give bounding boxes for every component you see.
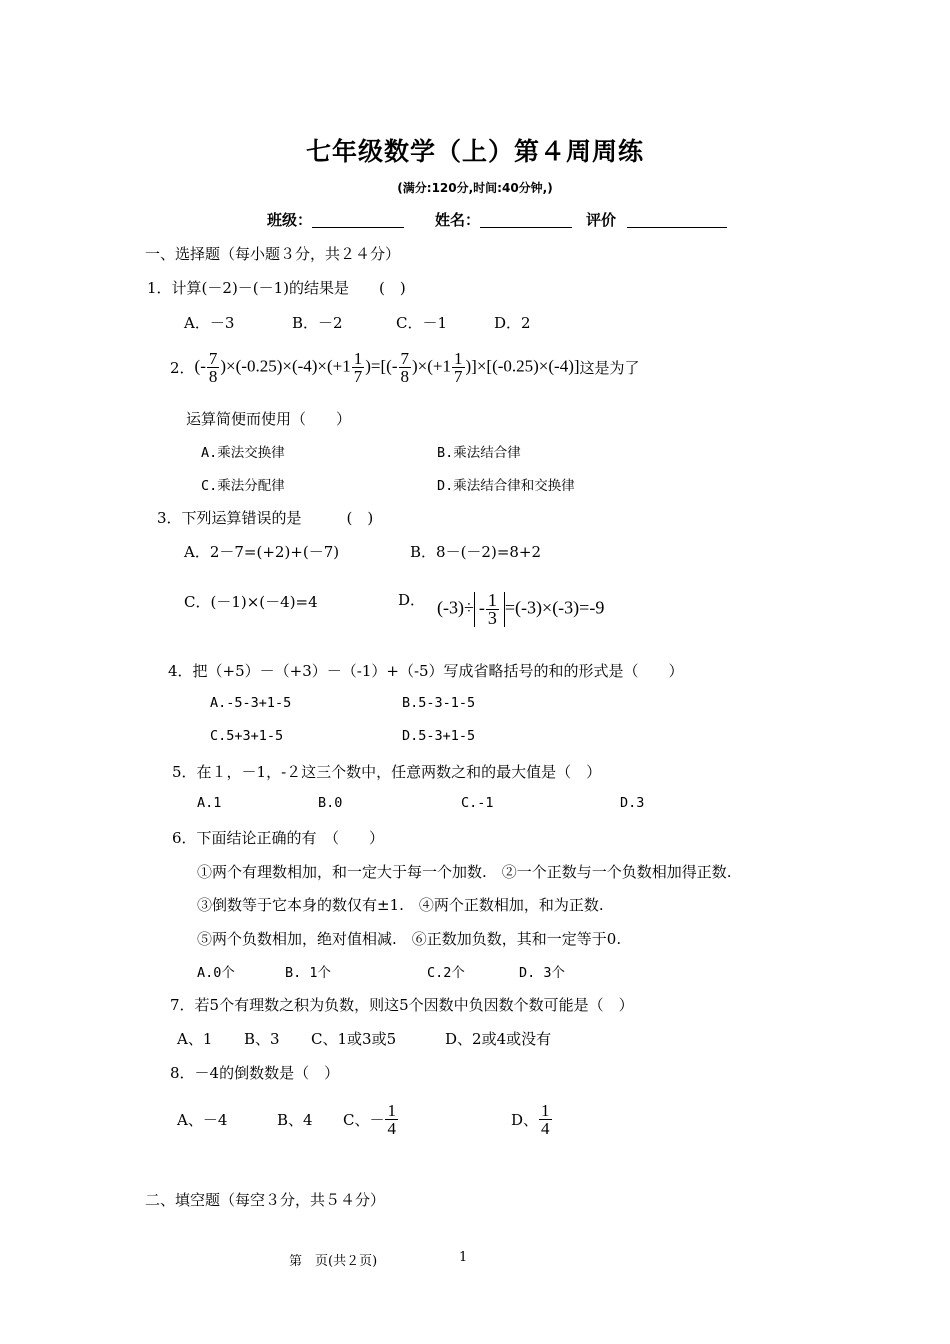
- name-field: [435, 209, 572, 230]
- q8-option-c-label: C、－: [343, 1110, 385, 1129]
- q1-option-a: A．－3: [184, 314, 235, 332]
- q6-option-c: C.2个: [427, 965, 465, 981]
- q3-d-frac-num: 1: [487, 589, 497, 610]
- q3-d-right: =(-3)×(-3)=-9: [504, 597, 605, 618]
- q7-option-c: C、1或3或5: [311, 1030, 397, 1048]
- q7-stem: 7．若5个有理数之积为负数，则这5个因数中负因数个数可能是（ ）: [170, 996, 634, 1014]
- q6-option-d: D. 3个: [519, 965, 566, 981]
- q8-option-c: [343, 1096, 399, 1142]
- q8-option-d: [511, 1096, 553, 1142]
- q4-option-a: A.-5-3+1-5: [210, 695, 292, 711]
- q7-option-b: B、3: [244, 1030, 280, 1048]
- q2-eq-part1: (-: [194, 355, 206, 375]
- class-blank[interactable]: [312, 211, 404, 228]
- q5-option-c: C.-1: [461, 795, 494, 811]
- q8-option-c-fraction: [385, 1102, 398, 1137]
- q5-option-a: A.1: [197, 795, 222, 811]
- q2-eq-part5: )]×[(-0.25)×(-4)]: [465, 355, 580, 375]
- q2-frac3-num: 7: [400, 348, 409, 368]
- q3-option-a: A．2－7=(+2)+(－7): [184, 543, 340, 561]
- q2-frac2-den: 7: [353, 366, 363, 386]
- q2-option-d: D.乘法结合律和交换律: [437, 478, 575, 494]
- q1-option-b: B．－2: [292, 314, 343, 332]
- q2-frac2-num: 1: [353, 348, 363, 368]
- q3-d-frac-den: 3: [487, 607, 497, 628]
- q2-stem-line2: 运算简便而使用（ ）: [186, 410, 352, 428]
- q3-d-left: (-3)÷: [437, 597, 474, 618]
- q2-frac4-num: 1: [454, 348, 463, 368]
- q6-option-a: A.0个: [197, 965, 235, 981]
- q2-eq-part3: )=[(-: [365, 355, 398, 375]
- q7-option-a: A、1: [177, 1030, 213, 1048]
- q8-option-a: A、－4: [177, 1111, 228, 1129]
- grade-label: 评价: [586, 211, 617, 229]
- q2-equation: [195, 350, 580, 385]
- q1-option-d: D．2: [494, 314, 531, 332]
- q8-c-num: 1: [387, 1100, 396, 1120]
- q6-statement-1-2: ①两个有理数相加，和一定大于每一个加数. ②一个正数与一个负数相加得正数.: [197, 863, 732, 881]
- q1-option-c: C．－1: [396, 314, 448, 332]
- page-title: 七年级数学（上）第４周周练: [305, 137, 644, 166]
- q3-option-d-label: D．: [398, 590, 426, 609]
- q2-stem: [170, 345, 640, 389]
- q2-number: 2．: [170, 358, 195, 377]
- q6-option-b: B. 1个: [285, 965, 332, 981]
- class-label: 班级：: [267, 211, 313, 229]
- q8-option-d-label: D、: [511, 1110, 539, 1129]
- q8-d-num: 1: [541, 1100, 550, 1120]
- grade-blank[interactable]: [627, 211, 727, 228]
- q2-frac1-num: 7: [208, 348, 218, 368]
- q6-stem: 6．下面结论正确的有 （ ）: [172, 829, 385, 847]
- q4-option-b: B.5-3-1-5: [402, 695, 476, 711]
- q8-option-d-fraction: [539, 1102, 552, 1137]
- q8-option-b: B、4: [277, 1111, 313, 1129]
- q2-frac4-den: 7: [454, 366, 463, 386]
- q3-option-c: C．(－1)×(－4)=4: [184, 593, 318, 611]
- grade-field: [586, 209, 727, 230]
- q3-stem: 3．下列运算错误的是 ( ): [157, 509, 374, 527]
- page-footer-text: 第 页(共２页): [289, 1254, 378, 1269]
- section1-heading: 一、选择题（每小题３分，共２４分）: [145, 245, 401, 263]
- section2-heading: 二、填空题（每空３分，共５４分）: [145, 1191, 386, 1209]
- q4-option-d: D.5-3+1-5: [402, 728, 476, 744]
- q6-statement-5-6: ⑤两个负数相加，绝对值相减. ⑥正数加负数，其和一定等于0.: [197, 930, 622, 948]
- q2-tail: 这是为了: [579, 358, 640, 377]
- exam-subtitle: (满分:120分,时间:40分钟,): [397, 181, 553, 195]
- q3-option-d: [398, 586, 604, 632]
- page-number: 1: [459, 1250, 468, 1265]
- q2-frac3-den: 8: [400, 366, 409, 386]
- q1-stem: 1．计算(－2)－(－1)的结果是 ( ): [147, 279, 406, 297]
- q3-d-absolute-value: [474, 589, 505, 628]
- q3-d-minus: -: [478, 597, 485, 618]
- q2-option-c: C.乘法分配律: [201, 478, 285, 494]
- name-blank[interactable]: [480, 211, 572, 228]
- q8-d-den: 4: [541, 1118, 550, 1138]
- q8-stem: 8．－4的倒数数是（ ）: [170, 1064, 340, 1082]
- q4-option-c: C.5+3+1-5: [210, 728, 284, 744]
- name-label: 姓名：: [435, 211, 481, 229]
- q2-option-b: B.乘法结合律: [437, 445, 521, 461]
- q4-stem: 4．把（+5）－（+3）－（-1）+（-5）写成省略括号的和的形式是（ ）: [168, 662, 684, 680]
- q5-option-b: B.0: [318, 795, 343, 811]
- q3-option-b: B．8－(－2)=8+2: [410, 543, 542, 561]
- q8-c-den: 4: [387, 1118, 396, 1138]
- q2-option-a: A.乘法交换律: [201, 445, 285, 461]
- q2-eq-part2: )×(-0.25)×(-4)×(+1: [220, 355, 351, 375]
- q2-frac1-den: 8: [208, 366, 218, 386]
- class-field: [267, 209, 404, 230]
- q5-option-d: D.3: [620, 795, 645, 811]
- q5-stem: 5．在１，－1，-２这三个数中，任意两数之和的最大值是（ ）: [172, 763, 602, 781]
- q3-option-d-expression: [437, 589, 605, 628]
- q7-option-d: D、2或4或没有: [445, 1030, 552, 1048]
- q6-statement-3-4: ③倒数等于它本身的数仅有±1. ④两个正数相加，和为正数.: [197, 896, 604, 914]
- q2-eq-part4: )×(+1: [412, 355, 451, 375]
